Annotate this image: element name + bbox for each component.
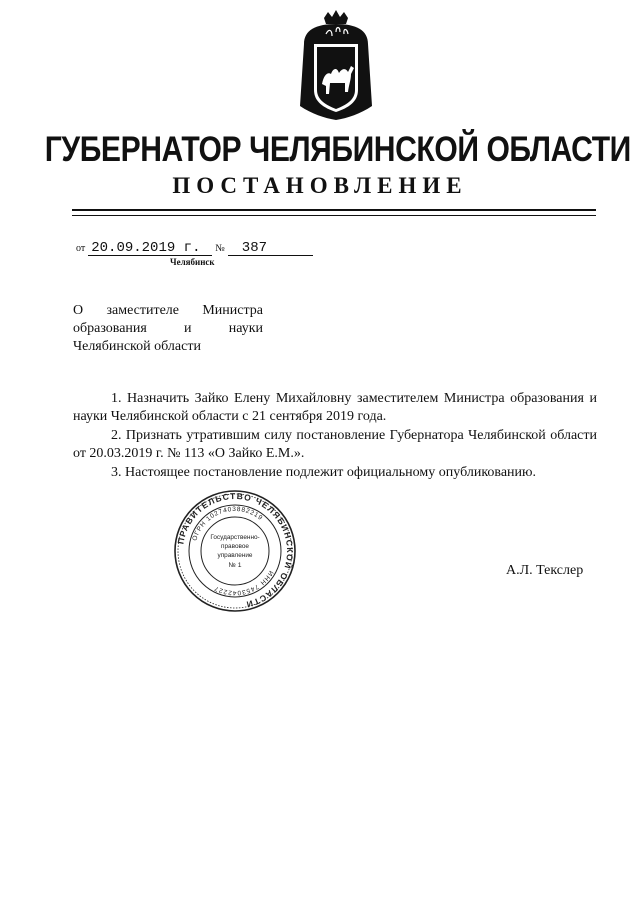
header-rule-thick: [72, 209, 596, 211]
stamp-center-line: Государственно-: [210, 534, 260, 541]
subject-line: О заместителе Министра: [73, 303, 263, 318]
stamp-center-line: управление: [217, 552, 253, 559]
body-paragraph: 2. Признать утратившим силу постановление Губернатора Челябинской области от 20.03.2019 г. № 113 «О Зайко Е.М.».: [73, 428, 597, 461]
date-prefix: от: [76, 243, 86, 254]
number-prefix: №: [215, 243, 225, 254]
signatory-name: А.Л. Текслер: [506, 563, 584, 578]
stamp-center-line: правовое: [221, 543, 249, 550]
coat-of-arms-emblem: [296, 10, 376, 122]
document-subject: [73, 302, 263, 356]
stamp-center-line: № 1: [228, 562, 242, 569]
document-body: [73, 390, 597, 483]
city-name: Челябинск: [170, 257, 215, 267]
subject-line: Челябинской области: [73, 339, 201, 354]
header-rule-thin: [72, 215, 596, 216]
stamp-outer-text: ПРАВИТЕЛЬСТВО ЧЕЛЯБИНСКОЙ ОБЛАСТИ: [175, 490, 296, 610]
document-date: 20.09.2019 г.: [88, 241, 212, 256]
document-type-heading: ПОСТАНОВЛЕНИЕ: [172, 173, 468, 198]
subject-line: образования и науки: [73, 321, 263, 336]
body-paragraph: 3. Настоящее постановление подлежит официальному опубликованию.: [111, 465, 536, 480]
official-seal-stamp: [172, 488, 298, 614]
body-paragraph: 1. Назначить Зайко Елену Михайловну заместителем Министра образования и науки Челябинской области с 21 сентября 2019 года.: [73, 391, 597, 424]
date-number-row: [76, 240, 313, 256]
stamp-inn-text: ИНН 7453042227: [213, 569, 275, 597]
document-header-title: ГУБЕРНАТОР ЧЕЛЯБИНСКОЙ ОБЛАСТИ: [44, 130, 631, 169]
document-number: 387: [228, 241, 313, 256]
stamp-ogrn-text: ОГРН 1027403882219: [191, 505, 265, 542]
